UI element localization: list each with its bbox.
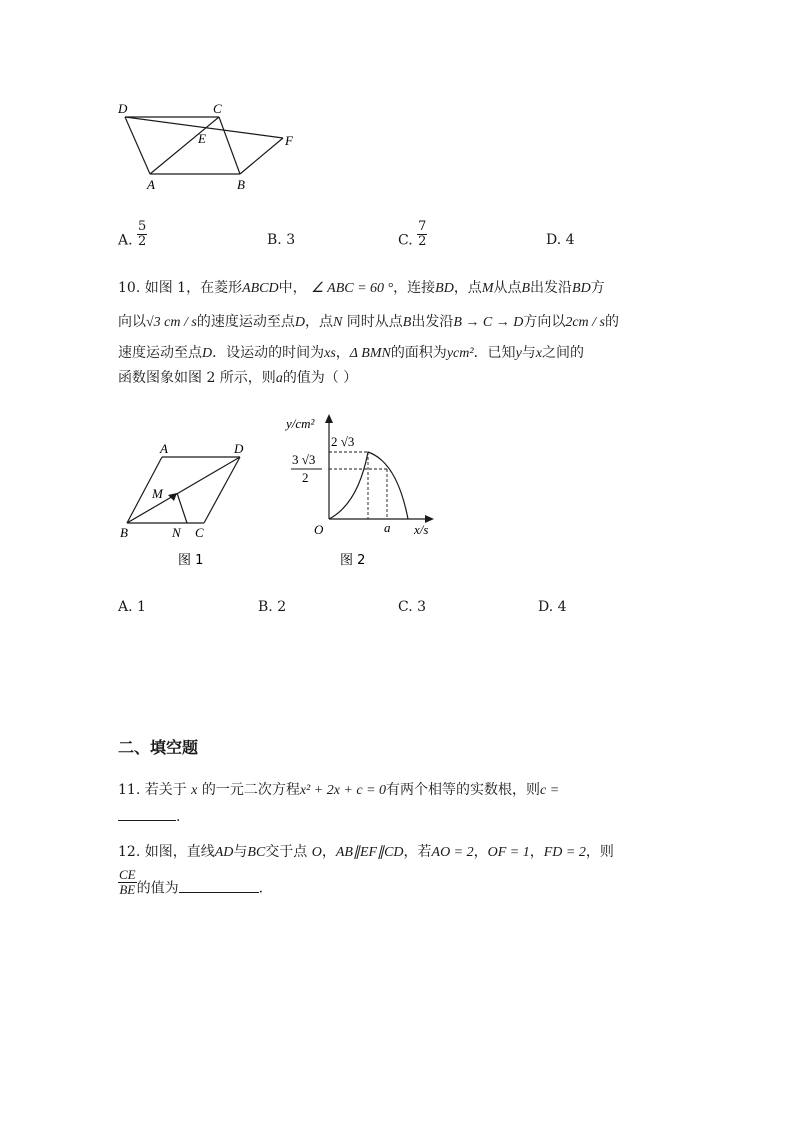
q12-line-1: 12. 如图，直线AD与BC交于点 O，AB∥EF∥CD，若AO = 2，OF = 1，FD = 2，则 bbox=[118, 844, 614, 860]
fig2-caption: 图 2 bbox=[340, 553, 366, 568]
q9-seg-CB bbox=[219, 117, 240, 174]
q11-answer-blank[interactable] bbox=[118, 806, 176, 821]
q9-option-a[interactable]: A. $\frac{5}{2}$ bbox=[118, 219, 147, 249]
fig1-caption: 图 1 bbox=[178, 553, 204, 568]
q9-label-E: E bbox=[198, 131, 206, 146]
q9-figure bbox=[115, 98, 310, 198]
q10-line-1: 10. 如图 1，在菱形ABCD中， ∠ ABC = 60 °，连接BD，点M从点B出发沿BD方 bbox=[118, 280, 605, 296]
q9-seg-BF bbox=[240, 138, 283, 174]
fig1-label-N: N bbox=[172, 525, 181, 540]
q9-option-b[interactable]: B. 3 bbox=[267, 232, 296, 248]
fig2-y-arrow bbox=[325, 414, 333, 423]
section-2-title: 二、填空题 bbox=[118, 738, 199, 757]
fig1-label-M: M bbox=[152, 486, 163, 501]
fig1-seg-MN bbox=[177, 493, 187, 523]
fig2-x-label: x/s bbox=[414, 522, 429, 537]
fig2-peak-label: 2 √3 bbox=[331, 434, 355, 449]
q9-label-F: F bbox=[285, 133, 293, 148]
q10-line-2: 向以√3 cm / s的速度运动至点D，点N 同时从点B出发沿B → C → D方向以2cm / s的 bbox=[118, 314, 620, 330]
q10-figure-1 bbox=[112, 440, 262, 575]
fig2-y-label: y/cm² bbox=[286, 416, 315, 431]
q10-option-c[interactable]: C. 3 bbox=[398, 599, 427, 615]
q11-line-1: 11. 若关于 x 的一元二次方程x² + 2x + c = 0有两个相等的实数根，则c = bbox=[118, 782, 560, 798]
q9-option-c[interactable]: C. $\frac{7}{2}$ bbox=[398, 219, 427, 249]
q12-fraction: $\frac{CE}{BE}$ bbox=[119, 867, 136, 897]
fig1-label-A: A bbox=[160, 441, 168, 456]
q10-option-d[interactable]: D. 4 bbox=[538, 599, 567, 615]
q10-option-b[interactable]: B. 2 bbox=[258, 599, 287, 615]
fig2-a-label: a bbox=[384, 520, 391, 535]
q9-seg-AC bbox=[150, 117, 219, 174]
q9-label-D: D bbox=[118, 101, 128, 116]
fig2-curve bbox=[329, 452, 408, 519]
q9-seg-DA bbox=[125, 117, 150, 174]
fig1-arrow-head bbox=[168, 493, 177, 501]
fig1-label-B: B bbox=[120, 525, 128, 540]
q12-answer-blank[interactable] bbox=[179, 878, 259, 893]
q10-line-3: 速度运动至点D．设运动的时间为xs，Δ BMN的面积为ycm²．已知y与x之间的 bbox=[118, 345, 584, 361]
fig1-label-D: D bbox=[234, 441, 244, 456]
fig2-yval-num: 3 √3 bbox=[292, 452, 316, 467]
q9-option-c-fraction: $\frac{7}{2}$ bbox=[418, 219, 427, 249]
q12-line-2: $\frac{CE}{BE}$ 的值为 . bbox=[119, 867, 264, 897]
fig1-label-C: C bbox=[195, 525, 204, 540]
q9-option-d[interactable]: D. 4 bbox=[546, 232, 575, 248]
fig2-origin: O bbox=[314, 522, 324, 537]
q9-label-A: A bbox=[147, 177, 155, 192]
q9-option-a-fraction: $\frac{5}{2}$ bbox=[138, 219, 147, 249]
q10-line-4: 函数图象如图 2 所示，则a的值为（ ） bbox=[118, 370, 358, 386]
fig2-yval-den: 2 bbox=[302, 470, 309, 485]
q10-option-a[interactable]: A. 1 bbox=[118, 599, 146, 615]
q11-line-2: . bbox=[118, 806, 180, 827]
q9-label-B: B bbox=[237, 177, 245, 192]
q10-figure-2 bbox=[280, 412, 440, 574]
q9-label-C: C bbox=[213, 101, 222, 116]
